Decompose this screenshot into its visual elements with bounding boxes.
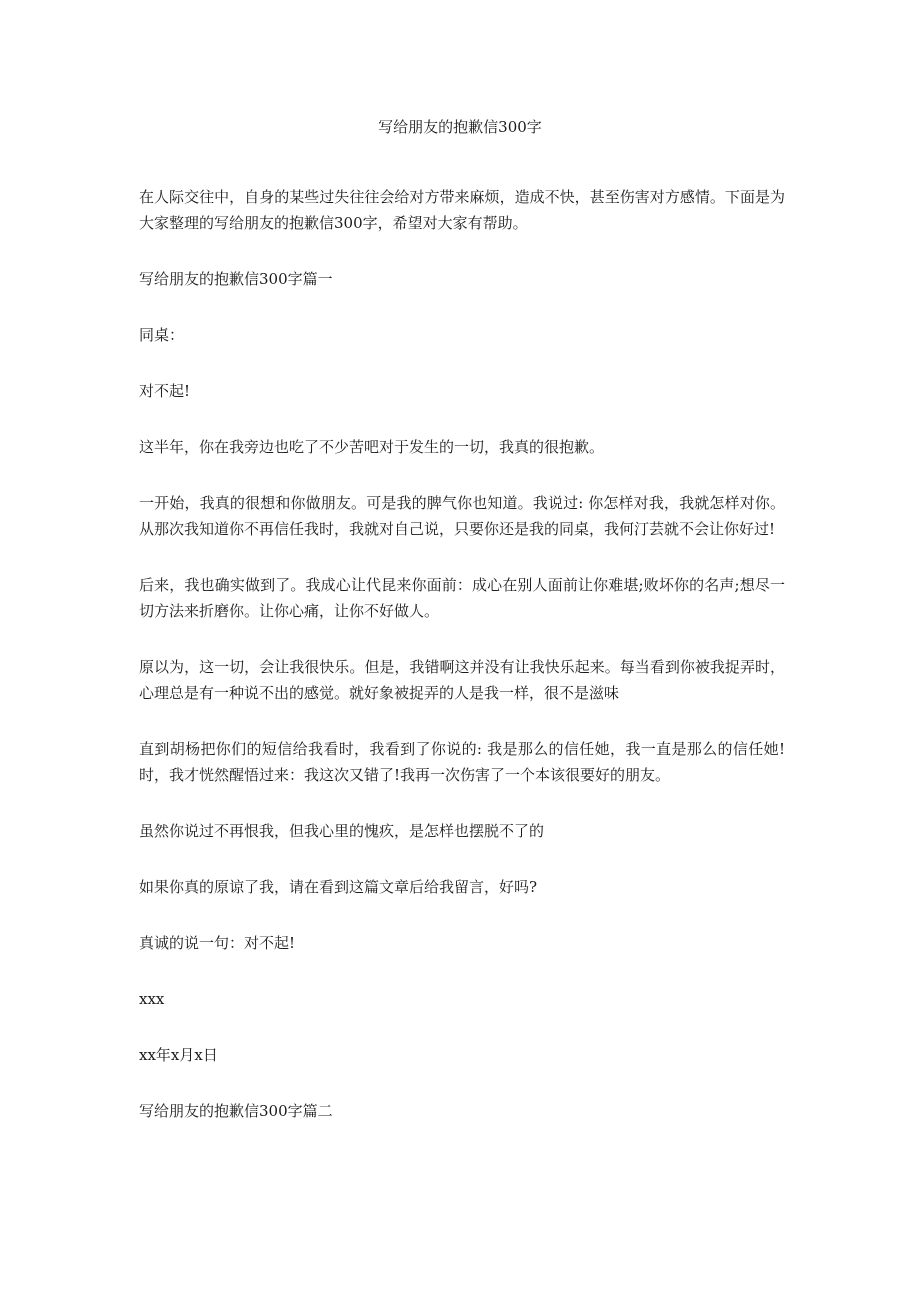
- paragraph: 直到胡杨把你们的短信给我看时，我看到了你说的: 我是那么的信任她，我一直是那么的信任她!时，我才恍然醒悟过来：我这次又错了!我再一次伤害了一个本该很要好的朋友。: [139, 740, 785, 784]
- paragraph: 原以为，这一切，会让我很快乐。但是，我错啊这并没有让我快乐起来。每当看到你被我捉弄时，心理总是有一种说不出的感觉。就好象被捉弄的人是我一样，很不是滋味: [139, 658, 785, 702]
- apology-opening: 对不起!: [139, 382, 191, 400]
- paragraph: 如果你真的原谅了我，请在看到这篇文章后给我留言，好吗?: [139, 878, 538, 896]
- document-title: 写给朋友的抱歉信300字: [378, 118, 542, 136]
- signature: xxx: [139, 990, 165, 1008]
- closing-line: 真诚的说一句：对不起!: [139, 934, 296, 952]
- paragraph: 虽然你说过不再恨我，但我心里的愧疚，是怎样也摆脱不了的: [139, 822, 545, 840]
- paragraph: 一开始，我真的很想和你做朋友。可是我的脾气你也知道。我说过: 你怎样对我，我就怎样对你。从那次我知道你不再信任我时，我就对自己说，只要你还是我的同桌，我何汀芸就不会让你好过!: [139, 494, 785, 538]
- section-heading-1: 写给朋友的抱歉信300字篇一: [139, 270, 333, 288]
- document-body: [139, 184, 785, 1154]
- paragraph-intro: 在人际交往中，自身的某些过失往往会给对方带来麻烦，造成不快，甚至伤害对方感情。下面是为大家整理的写给朋友的抱歉信300字，希望对大家有帮助。: [139, 188, 785, 232]
- section-heading-2: 写给朋友的抱歉信300字篇二: [139, 1102, 333, 1120]
- paragraph: 这半年，你在我旁边也吃了不少苦吧对于发生的一切，我真的很抱歉。: [139, 438, 605, 456]
- date-line: xx年x月x日: [139, 1046, 218, 1064]
- salutation: 同桌：: [139, 326, 185, 344]
- paragraph: 后来，我也确实做到了。我成心让代昆来你面前：成心在别人面前让你难堪;败坏你的名声;想尽一切方法来折磨你。让你心痛，让你不好做人。: [139, 576, 785, 620]
